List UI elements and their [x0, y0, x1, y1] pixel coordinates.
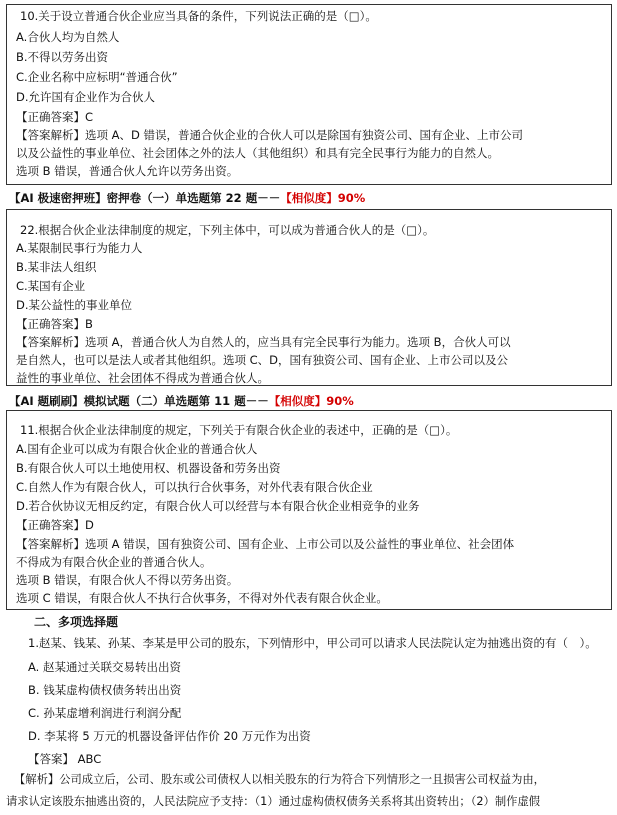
q11-option-a: A.国有企业可以成为有限合伙企业的普通合伙人: [16, 442, 258, 456]
m1-answer: 【答案】 ABC: [28, 752, 102, 766]
m1-option-d: D. 李某将 5 万元的机器设备评估作价 20 万元作为出资: [28, 729, 311, 743]
q22-option-b: B.某非法人组织: [16, 260, 97, 274]
q11-analysis-1: 【答案解析】选项 A 错误，国有独资公司、国有企业、上市公司以及公益性的事业单位、社会团体: [16, 537, 515, 551]
q10-analysis-2: 以及公益性的事业单位、社会团体之外的法人（其他组织）和具有完全民事行为能力的自然人。: [16, 146, 499, 160]
m1-option-b: B. 钱某虚构债权债务转出出资: [28, 683, 182, 697]
m1-option-a: A. 赵某通过关联交易转出出资: [28, 660, 181, 674]
q11-question: 11.根据合伙企业法律制度的规定，下列关于有限合伙企业的表述中，正确的是（□）。: [20, 423, 458, 437]
header-q11: [9, 393, 354, 409]
q22-analysis-3: 益性的事业单位、社会团体不得成为普通合伙人。: [16, 371, 269, 385]
q22-option-c: C.某国有企业: [16, 279, 86, 293]
q22-analysis-1: 【答案解析】选项 A，普通合伙人为自然人的，应当具有完全民事行为能力。选项 B，合伙人可以: [16, 335, 511, 349]
q10-analysis-3: 选项 B 错误，普通合伙人允许以劳务出资。: [16, 164, 239, 178]
q10-question: 10.关于设立普通合伙企业应当具备的条件，下列说法正确的是（□）。: [20, 9, 377, 23]
q11-analysis-4: 选项 C 错误，有限合伙人不执行合伙事务，不得对外代表有限合伙企业。: [16, 591, 388, 605]
q11-option-c: C.自然人作为有限合伙人，可以执行合伙事务，对外代表有限合伙企业: [16, 480, 373, 494]
header-q22-source: 【AI 极速密押班】密押卷（一）单选题第 22 题－－: [9, 191, 281, 205]
q22-question: 22.根据合伙企业法律制度的规定，下列主体中，可以成为普通合伙人的是（□）。: [20, 223, 435, 237]
q10-option-c: C.企业名称中应标明“普通合伙”: [16, 70, 178, 84]
q10-option-b: B.不得以劳务出资: [16, 50, 109, 64]
q10-answer: 【正确答案】C: [16, 110, 94, 124]
q11-option-b: B.有限合伙人可以土地使用权、机器设备和劳务出资: [16, 461, 281, 475]
m1-analysis-2: 请求认定该股东抽逃出资的，人民法院应予支持：（1）通过虚构债权债务关系将其出资转出；（2）制作虚假: [6, 795, 541, 808]
header-q11-source: 【AI 题刷刷】模拟试题（二）单选题第 11 题－－: [9, 394, 269, 408]
q22-answer: 【正确答案】B: [16, 317, 93, 331]
q11-option-d: D.若合伙协议无相反约定，有限合伙人可以经营与本有限合伙企业相竞争的业务: [16, 499, 420, 513]
header-q11-similarity: 【相似度】90%: [268, 394, 354, 408]
m1-option-c: C. 孙某虚增利润进行利润分配: [28, 706, 182, 720]
q10-option-a: A.合伙人均为自然人: [16, 30, 120, 44]
header-q22: [9, 190, 365, 206]
section-title: 二、多项选择题: [34, 615, 119, 629]
q10-option-d: D.允许国有企业作为合伙人: [16, 90, 156, 104]
header-q22-similarity: 【相似度】90%: [280, 191, 366, 205]
m1-analysis-1: 【解析】公司成立后，公司、股东或公司债权人以相关股东的行为符合下列情形之一且损害公司权益为由，: [14, 773, 545, 786]
q22-analysis-2: 是自然人，也可以是法人或者其他组织。选项 C、D，国有独资公司、国有企业、上市公司以及公: [16, 353, 509, 367]
q11-analysis-2: 不得成为有限合伙企业的普通合伙人。: [16, 555, 212, 569]
q22-option-a: A.某限制民事行为能力人: [16, 241, 143, 255]
m1-question: 1.赵某、钱某、孙某、李某是甲公司的股东，下列情形中，甲公司可以请求人民法院认定为抽逃出资的有（ ）。: [28, 636, 597, 650]
q11-analysis-3: 选项 B 错误，有限合伙人不得以劳务出资。: [16, 573, 239, 587]
q22-option-d: D.某公益性的事业单位: [16, 298, 133, 312]
q11-answer: 【正确答案】D: [16, 518, 94, 532]
q10-analysis-1: 【答案解析】选项 A、D 错误，普通合伙企业的合伙人可以是除国有独资公司、国有企业、上市公司: [16, 128, 524, 142]
